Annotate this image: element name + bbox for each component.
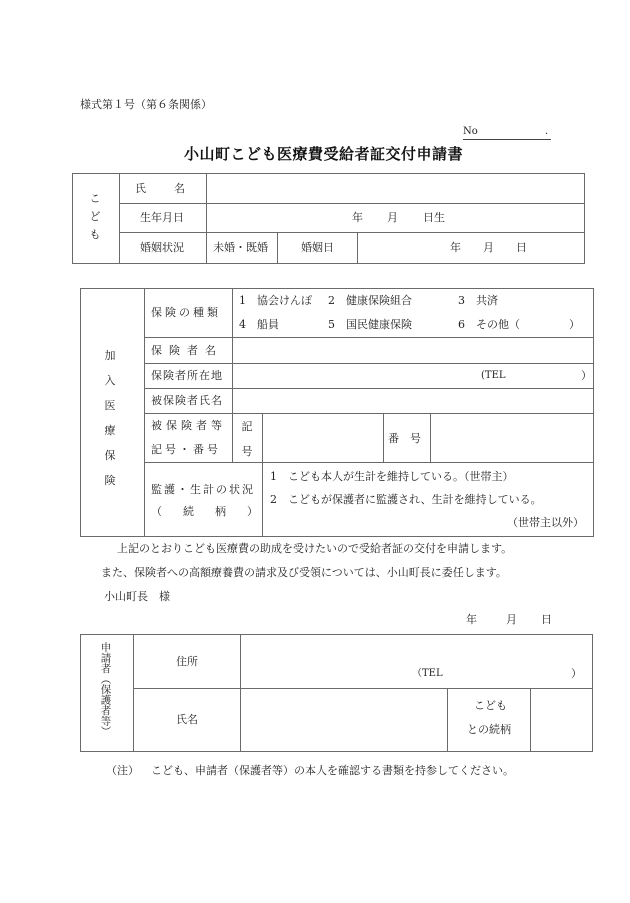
insurance-section-label: 加入医療保険: [104, 349, 116, 487]
birth-month-unit: 月: [387, 211, 398, 224]
marital-status-label: 婚姻状況: [140, 241, 184, 254]
note-text: こども、申請者（保護者等）の本人を確認する書類を持参してください。: [151, 764, 514, 777]
applicant-name-label: 氏名: [176, 713, 198, 726]
insurer-tel-close: ）: [581, 369, 592, 382]
insurer-tel-open: (TEL: [481, 370, 506, 381]
applicant-tel-close: ）: [571, 667, 582, 680]
symbol-input[interactable]: [263, 414, 383, 462]
insurance-type-2[interactable]: 2 健康保険組合: [328, 294, 412, 307]
form-number: 様式第１号（第６条関係）: [80, 98, 212, 111]
birth-year-unit: 年: [352, 211, 363, 224]
declaration-line-1: 上記のとおりこども医療費の助成を受けたいので受給者証の交付を申請します。: [117, 542, 513, 555]
insured-name-label: 被保険者氏名: [151, 394, 223, 407]
support-option-1[interactable]: 1 こども本人が生計を維持している。（世帯主）: [270, 470, 514, 483]
insurer-address-label: 保険者所在地: [151, 369, 223, 382]
child-birthdate-input[interactable]: [207, 204, 584, 232]
insurance-type-other-close: ）: [569, 318, 580, 331]
app-day-unit: 日: [541, 613, 552, 626]
applicant-section-label: 申請者（保護者等）: [99, 642, 112, 737]
applicant-tel-open: （TEL: [412, 668, 443, 679]
serial-number-field[interactable]: [463, 126, 551, 140]
child-section-label: こども: [89, 192, 101, 241]
applicant-address-label: 住所: [176, 655, 198, 668]
marriage-month-unit: 月: [483, 241, 494, 254]
marital-status-options[interactable]: 未婚・既婚: [213, 241, 268, 254]
page-title: 小山町こども医療費受給者証交付申請書: [184, 145, 464, 163]
addressee: 小山町長 様: [104, 590, 170, 603]
insurer-name-label: 保険者名: [151, 344, 223, 357]
insurance-type-1[interactable]: 1 協会けんぽ: [239, 294, 312, 307]
applicant-address-input[interactable]: [241, 635, 592, 688]
support-options: [263, 463, 593, 536]
insured-name-input[interactable]: [233, 389, 593, 413]
relation-label-line1: こども: [474, 699, 507, 712]
insurance-type-options: [233, 289, 593, 337]
child-name-label: 氏 名: [135, 182, 187, 195]
marriage-date-label: 婚姻日: [301, 241, 334, 254]
support-label-line1: 監護・生計の状況: [151, 483, 255, 496]
insurer-name-input[interactable]: [233, 338, 593, 363]
number-input[interactable]: [431, 414, 593, 462]
birth-day-unit: 日生: [423, 211, 445, 224]
symbol-label: 記号: [241, 420, 253, 458]
insurance-type-4[interactable]: 4 船員: [239, 318, 279, 331]
relation-label-line2: との続柄: [467, 723, 511, 736]
app-month-unit: 月: [506, 613, 517, 626]
marriage-year-unit: 年: [450, 241, 461, 254]
serial-dot: .: [545, 126, 549, 137]
insurance-type-3[interactable]: 3 共済: [458, 294, 498, 307]
support-option-2[interactable]: 2 こどもが保護者に監護され、生計を維持している。: [270, 493, 542, 506]
support-option-2-note: （世帯主以外）: [507, 516, 584, 529]
insurance-type-label: 保険の種類: [151, 306, 221, 319]
serial-label: No: [463, 126, 478, 137]
insurer-address-input[interactable]: [233, 364, 593, 388]
relation-input[interactable]: [531, 689, 592, 751]
child-birthdate-label: 生年月日: [140, 211, 184, 224]
insurance-type-6[interactable]: 6 その他（: [458, 318, 520, 331]
insured-id-label-line2: 記号・番号: [151, 443, 221, 456]
application-date-field[interactable]: [460, 612, 560, 626]
note-label: （注）: [106, 764, 139, 777]
child-name-input[interactable]: [207, 174, 584, 203]
support-label-line2: （ 続 柄 ）: [151, 505, 263, 518]
applicant-name-input[interactable]: [241, 689, 447, 751]
insured-id-label-line1: 被保険者等: [151, 419, 226, 432]
number-label: 番 号: [388, 432, 421, 445]
declaration-line-2: また、保険者への高額療養費の請求及び受領については、小山町長に委任します。: [101, 566, 507, 579]
app-year-unit: 年: [466, 613, 477, 626]
insurance-type-5[interactable]: 5 国民健康保険: [328, 318, 412, 331]
marriage-date-input[interactable]: [358, 233, 584, 263]
marriage-day-unit: 日: [516, 241, 527, 254]
